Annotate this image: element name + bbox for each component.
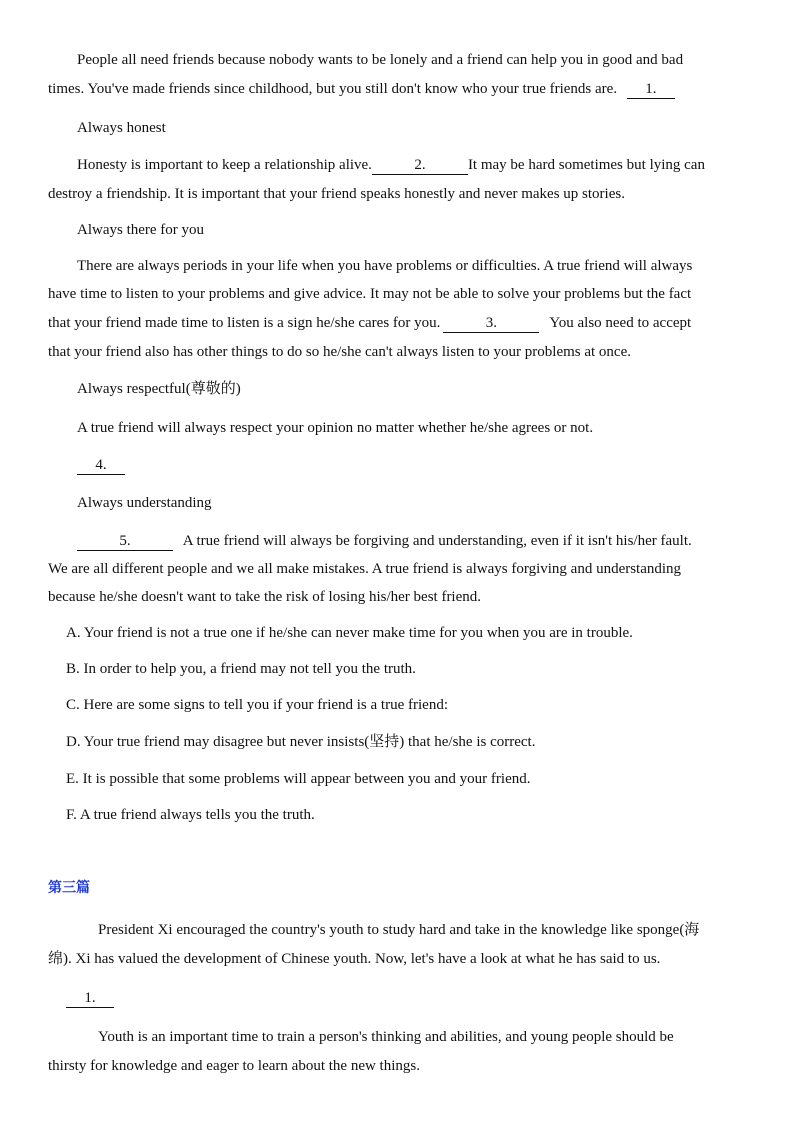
paragraph-intro-line-2 (48, 79, 760, 99)
paragraph-there-text-before: that your friend made time to listen is a sign he/she cares for you. (48, 315, 441, 331)
paragraph-honest-text-after: It may be hard sometimes but lying can (467, 157, 705, 173)
paragraph-there-line-3 (48, 313, 760, 333)
section-heading-passage-3: 第三篇 (48, 880, 90, 896)
blank-p3-1-line (66, 988, 760, 1008)
option-b: B. In order to help you, a friend may not tell you the truth. (66, 661, 416, 677)
paragraph-honest-text-before: Honesty is important to keep a relationship alive. (77, 157, 372, 173)
paragraph-understanding-line-3: because he/she doesn't want to take the risk of losing his/her best friend. (48, 589, 482, 605)
heading-always-honest: Always honest (77, 120, 166, 136)
paragraph-intro-text: times. You've made friends since childhood, but you still don't know who your true friends are. (48, 81, 618, 97)
option-a: A. Your friend is not a true one if he/she can never make time for you when you are in trouble. (66, 625, 633, 641)
blank-4[interactable]: 4. (77, 456, 125, 475)
paragraph-honest-line-1 (77, 155, 760, 175)
paragraph-understanding-line-2: We are all different people and we all make mistakes. A true friend is always forgiving and understanding (48, 561, 682, 577)
paragraph-understanding-line-1 (77, 531, 760, 551)
paragraph-intro-line-1: People all need friends because nobody wants to be lonely and a friend can help you in good and bad (77, 52, 684, 68)
blank-p3-1[interactable]: 1. (66, 989, 114, 1008)
paragraph-youth-line-2: thirsty for knowledge and eager to learn about the new things. (48, 1058, 420, 1074)
paragraph-there-line-4: that your friend also has other things to do so he/she can't always listen to your problems at once. (48, 344, 631, 360)
paragraph-honest-line-2: destroy a friendship. It is important that your friend speaks honestly and never makes up stories. (48, 186, 625, 202)
paragraph-youth-line-1: Youth is an important time to train a person's thinking and abilities, and young people should be (98, 1029, 674, 1045)
option-e: E. It is possible that some problems will appear between you and your friend. (66, 771, 531, 787)
blank-3[interactable]: 3. (443, 314, 539, 333)
paragraph-there-line-1: There are always periods in your life when you have problems or difficulties. A true friend will always (77, 258, 693, 274)
blank-1[interactable]: 1. (627, 80, 675, 99)
blank-2[interactable]: 2. (372, 156, 468, 175)
blank-4-line (77, 455, 760, 475)
paragraph-xi-line-2: 绵). Xi has valued the development of Chinese youth. Now, let's have a look at what he has said to us. (48, 951, 661, 967)
paragraph-there-text-after: You also need to accept (549, 315, 692, 331)
option-d: D. Your true friend may disagree but never insists(坚持) that he/she is correct. (66, 734, 536, 750)
paragraph-there-line-2: have time to listen to your problems and give advice. It may not be able to solve your problems but the fact (48, 286, 692, 302)
heading-always-respectful: Always respectful(尊敬的) (77, 381, 241, 397)
option-c: C. Here are some signs to tell you if your friend is a true friend: (66, 697, 448, 713)
blank-5[interactable]: 5. (77, 532, 173, 551)
paragraph-understanding-text: A true friend will always be forgiving and understanding, even if it isn't his/her fault. (182, 533, 692, 549)
option-f: F. A true friend always tells you the truth. (66, 807, 315, 823)
heading-always-understanding: Always understanding (77, 495, 212, 511)
paragraph-xi-line-1: President Xi encouraged the country's youth to study hard and take in the knowledge like sponge(海 (98, 922, 700, 938)
paragraph-respectful: A true friend will always respect your opinion no matter whether he/she agrees or not. (77, 420, 594, 436)
heading-always-there: Always there for you (77, 222, 205, 238)
